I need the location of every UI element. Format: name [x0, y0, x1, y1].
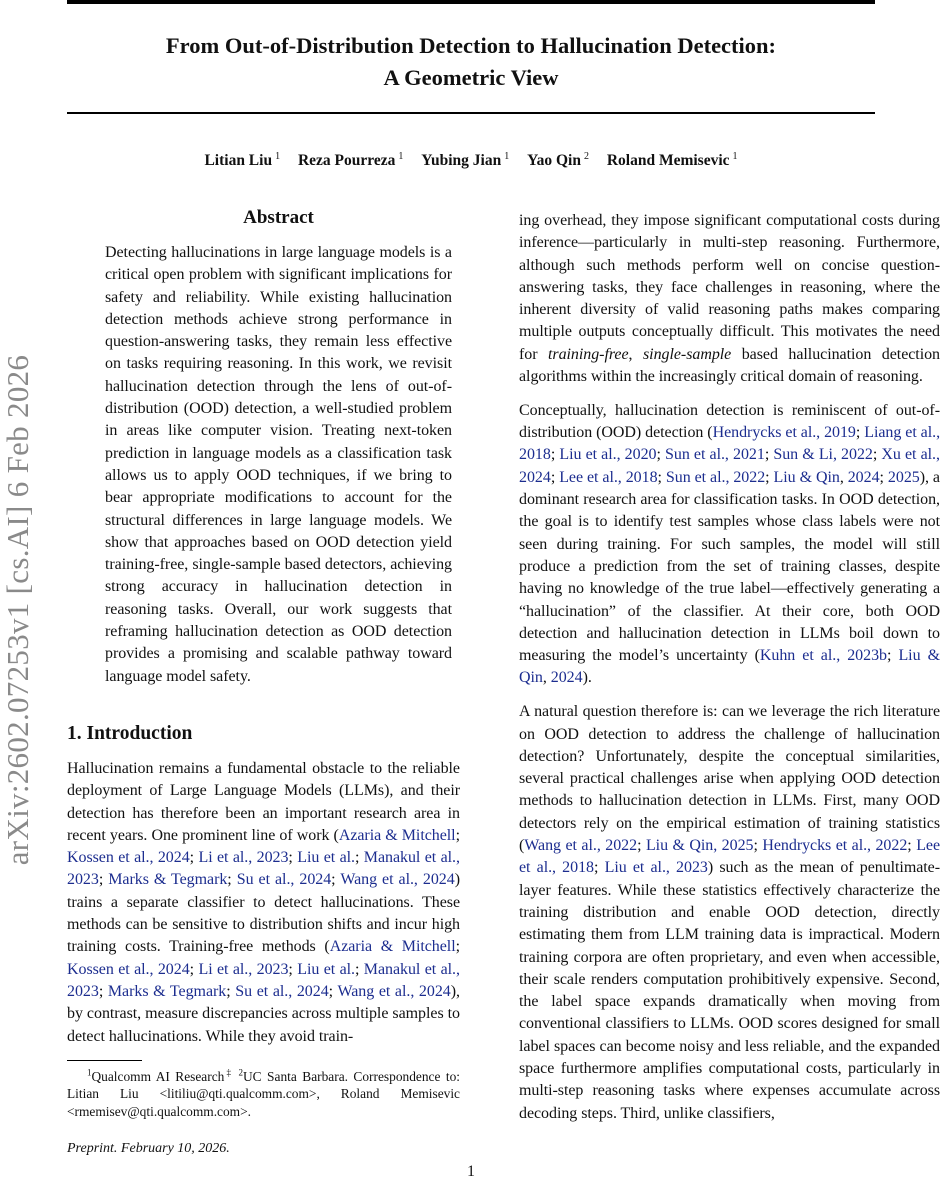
- citation-link[interactable]: Sun & Li, 2022: [773, 446, 873, 464]
- citation-link[interactable]: Xu et al., 2024: [519, 446, 940, 486]
- author: [421, 152, 509, 169]
- emphasis-text: single-sample: [643, 345, 732, 363]
- citation-link[interactable]: Su et al., 2024: [235, 982, 329, 1000]
- text-run: ,: [628, 345, 643, 363]
- citation-link[interactable]: Kuhn et al., 2023b: [759, 647, 887, 665]
- text-run: ;: [354, 960, 364, 978]
- citation-link[interactable]: Sun et al., 2022: [665, 468, 766, 486]
- text-run: Hallucination remains a fundamental obstacle to the reliable deployment of Large Language Models (LLMs), and their detection has therefore been an important research area in recent years. One prominent line of work (: [67, 759, 460, 844]
- citation-link[interactable]: Liu et al.: [297, 960, 355, 978]
- text-run: ;: [550, 468, 560, 486]
- citation-link[interactable]: Hendrycks et al., 2019: [712, 424, 856, 442]
- title-line: A Geometric View: [383, 65, 559, 90]
- citation-link[interactable]: Liang et al., 2018: [519, 424, 941, 464]
- footnote-mark: 1: [87, 1067, 92, 1078]
- author: [607, 152, 738, 169]
- citation-link[interactable]: Kossen et al., 2024: [67, 849, 190, 867]
- text-run: ;: [354, 849, 364, 867]
- introduction-heading: 1. Introduction: [67, 722, 193, 744]
- paragraph: [519, 400, 940, 690]
- affiliation-mark: 1: [504, 151, 510, 162]
- citation-link[interactable]: Li et al., 2023: [198, 960, 289, 978]
- text-run: ;: [455, 938, 460, 956]
- two-column-body: [67, 206, 940, 1158]
- top-rule: [67, 0, 875, 4]
- title-bottom-rule: [67, 112, 875, 114]
- text-run: ;: [189, 960, 199, 978]
- text-run: ing overhead, they impose significant computational costs during inference—particularly in multi-step reasoning. Furthermore, although such methods perform well on concise question-answering tasks, they face challenges in reasoning, where the inherent diversity of valid reasoning paths makes comparing multiple outputs conceptually difficult. This motivates the need for: [519, 212, 940, 363]
- text-run: ), by contrast, measure discrepancies across multiple samples to detect hallucinations. While they avoid train-: [67, 982, 460, 1045]
- text-run: ;: [765, 468, 774, 486]
- paper-title: [67, 30, 875, 94]
- preprint-notice: Preprint. February 10, 2026.: [67, 1141, 230, 1157]
- affiliation-mark: 2: [583, 151, 589, 162]
- citation-link[interactable]: 2025: [887, 468, 920, 486]
- text-run: ;: [288, 960, 298, 978]
- text-run: ;: [886, 647, 899, 665]
- citation-link[interactable]: Manakul et al., 2023: [67, 960, 460, 1000]
- citation-link[interactable]: Azaria & Mitchell: [329, 938, 456, 956]
- footnote-affiliation: Qualcomm AI Research: [91, 1068, 225, 1084]
- text-run: ;: [98, 871, 109, 889]
- paragraph: [67, 758, 460, 1048]
- footnote-symbol: ‡: [224, 1067, 234, 1078]
- citation-link[interactable]: Liu et al., 2023: [604, 859, 708, 877]
- text-run: ,: [839, 468, 848, 486]
- text-run: based hallucination detection algorithms within the increasingly critical domain of reasoning.: [519, 345, 940, 386]
- text-run: ;: [879, 468, 888, 486]
- citation-link[interactable]: Marks & Tegmark: [108, 871, 228, 889]
- emphasis-text: training-free: [548, 345, 629, 363]
- text-run: ;: [98, 982, 108, 1000]
- citation-link[interactable]: Liu et al.: [297, 849, 355, 867]
- citation-link[interactable]: Liu & Qin, 2025: [645, 837, 754, 855]
- page-number: 1: [467, 1163, 475, 1181]
- citation-link[interactable]: Sun et al., 2021: [665, 446, 765, 464]
- left-column: [67, 206, 460, 1158]
- text-run: ) trains a separate classifier to detect hallucinations. These methods can be sensitive to distribution shifts and incur high training costs. Training-free methods (: [67, 871, 460, 956]
- footnote-correspondence: UC Santa Barbara. Correspondence to: Litian Liu <litiliu@qti.qualcomm.com>, Roland Memisevic <rmemisev@qti.qualcomm.com>.: [67, 1068, 461, 1119]
- paragraph: [519, 210, 940, 388]
- text-run: ;: [753, 837, 763, 855]
- text-run: ;: [331, 871, 341, 889]
- text-run: ;: [594, 859, 605, 877]
- citation-link[interactable]: Marks & Tegmark: [107, 982, 227, 1000]
- text-run: ;: [907, 837, 917, 855]
- abstract-text: Detecting hallucinations in large language models is a critical open problem with significant implications for safety and reliability. While existing hallucination detection methods achieve strong performance in question-answering tasks, they remain less effective on tasks requiring reasoning. In this work, we revisit hallucination detection through the lens of out-of-distribution (OOD) detection, a well-studied problem in areas like computer vision. Treating next-token prediction in language models as a classification task allows us to apply OOD techniques, if we bring to bear appropriate modifications to account for the structural differences in large language models. We show that approaches based on OOD detection yield training-free, single-sample based detectors, achieving strong accuracy in hallucination detection in reasoning tasks. Overall, our work suggests that reframing hallucination detection as OOD detection provides a promising and scalable pathway toward language model safety.: [105, 244, 452, 685]
- text-run: ).: [582, 669, 592, 687]
- citation-link[interactable]: Hendrycks et al., 2022: [762, 837, 908, 855]
- text-run: ;: [288, 849, 298, 867]
- text-run: ;: [764, 446, 774, 464]
- citation-link[interactable]: Liu & Qin: [519, 647, 940, 687]
- text-run: A natural question therefore is: can we leverage the rich literature on OOD detection to address the challenge of hallucination detection? Unfortunately, despite the conceptual similarities, several practical challenges arise when applying OOD detection methods to hallucination detection in LLMs. First, many OOD detectors rely on the empirical estimation of training statistics (: [519, 703, 940, 855]
- citation-link[interactable]: Li et al., 2023: [198, 849, 289, 867]
- arxiv-identifier-sidebar: arXiv:2602.07253v1 [cs.AI] 6 Feb 2026: [0, 354, 35, 866]
- citation-link[interactable]: 2024: [847, 468, 880, 486]
- affiliation-mark: 1: [398, 151, 404, 162]
- introduction-body: [67, 758, 460, 1048]
- citation-link[interactable]: 2024: [550, 669, 583, 687]
- text-run: ;: [872, 446, 882, 464]
- author-name: Reza Pourreza: [297, 152, 396, 170]
- footnote-mark: 2: [238, 1067, 244, 1078]
- text-run: ;: [637, 837, 646, 855]
- citation-link[interactable]: Manakul et al., 2023: [67, 849, 460, 889]
- citation-link[interactable]: Lee et al., 2018: [559, 468, 658, 486]
- citation-link[interactable]: Kossen et al., 2024: [67, 960, 190, 978]
- citation-link[interactable]: Su et al., 2024: [236, 871, 332, 889]
- footnote-rule: [67, 1060, 142, 1061]
- text-run: Conceptually, hallucination detection is reminiscent of out-of-distribution (OOD) detection (: [519, 401, 940, 442]
- text-run: ;: [227, 871, 237, 889]
- author: [204, 152, 280, 169]
- text-run: ,: [542, 669, 551, 687]
- citation-link[interactable]: Liu et al., 2020: [559, 446, 657, 464]
- abstract-section: [67, 206, 460, 688]
- paragraph: [519, 701, 940, 1125]
- text-run: ;: [328, 982, 338, 1000]
- affiliation-mark: 1: [275, 151, 281, 162]
- citation-link[interactable]: Wang et al., 2024: [337, 982, 451, 1000]
- right-column-body: [519, 206, 940, 1136]
- text-run: ;: [550, 446, 560, 464]
- author: [298, 152, 403, 169]
- title-line: From Out-of-Distribution Detection to Hallucination Detection:: [165, 33, 777, 58]
- author-list: [67, 151, 875, 170]
- paper-header: [0, 0, 942, 206]
- abstract-heading: Abstract: [243, 207, 314, 228]
- author-name: Yao Qin: [527, 152, 581, 170]
- text-run: ) such as the mean of penultimate-layer features. While these statistics effectively characterize the training distribution and enable OOD detection, directly estimating them from LLM training data is impractical. Modern training corpora are often proprietary, and even when accessible, their scale renders computation prohibitively expensive. Second, the label space expands dramatically when moving from conventional classifiers to LLMs. OOD scores designed for small label spaces can become noisy and less reliable, and the expanded space furthermore amplifies computational costs, particularly in multi-step reasoning tasks where expenses accumulate across decoding steps. Third, unlike classifiers,: [519, 859, 941, 1122]
- text-run: ;: [189, 849, 199, 867]
- text-run: ;: [656, 446, 666, 464]
- text-run: ;: [455, 826, 460, 844]
- text-run: ;: [855, 424, 865, 442]
- author-name: Litian Liu: [204, 152, 273, 170]
- author-name: Roland Memisevic: [606, 152, 730, 170]
- author: [527, 152, 589, 169]
- text-run: ;: [657, 468, 666, 486]
- text-run: ;: [226, 982, 236, 1000]
- citation-link[interactable]: Wang et al., 2024: [340, 871, 455, 889]
- author-name: Yubing Jian: [421, 152, 502, 170]
- citation-link[interactable]: Lee et al., 2018: [519, 837, 941, 877]
- text-run: ), a dominant research area for classification tasks. In OOD detection, the goal is to identify test samples whose class labels were not seen during training. For such samples, the model will still produce a prediction from the set of training classes, despite having no knowledge of the true label—effectively generating a “hallucination” of the classifier. At their core, both OOD detection and hallucination detection in LLMs boil down to measuring the model’s uncertainty (: [519, 468, 940, 665]
- affiliation-mark: 1: [732, 151, 738, 162]
- citation-link[interactable]: Liu & Qin: [773, 468, 840, 486]
- citation-link[interactable]: Wang et al., 2022: [524, 837, 638, 855]
- citation-link[interactable]: Azaria & Mitchell: [338, 826, 456, 844]
- footnote: [67, 1068, 460, 1121]
